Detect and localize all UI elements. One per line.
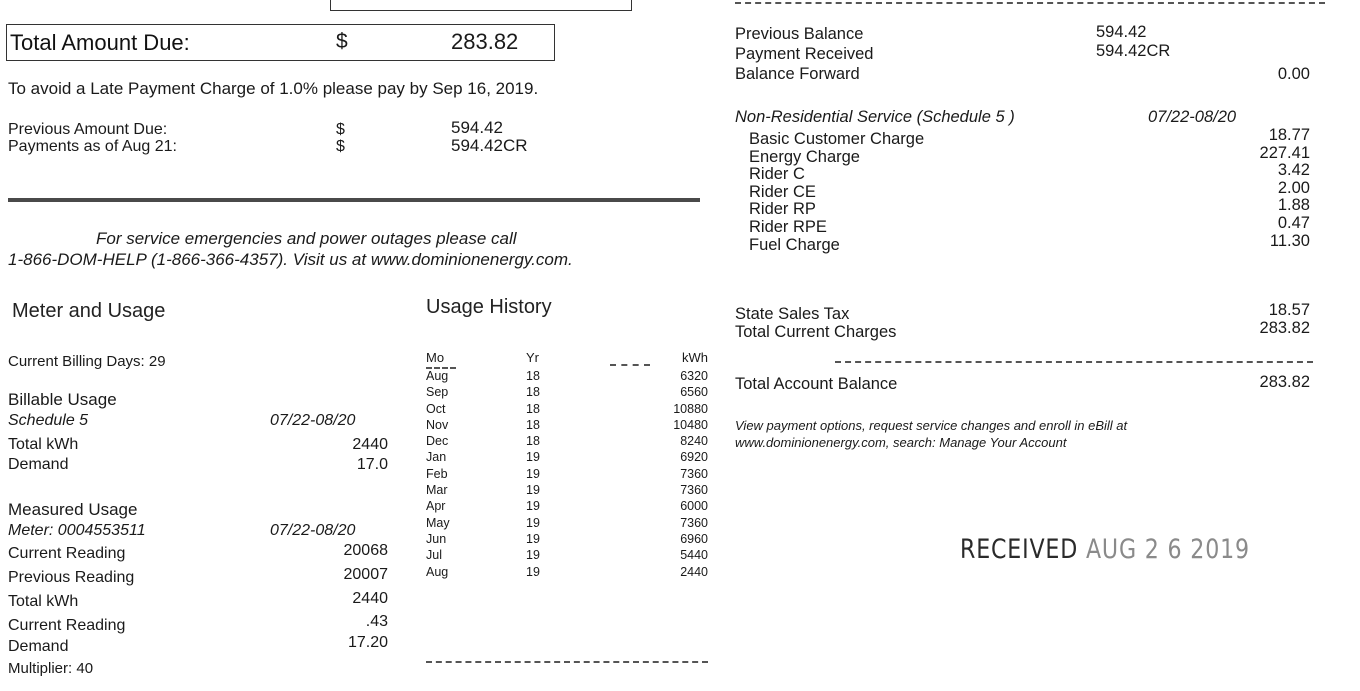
charge-label: Rider C (749, 165, 805, 184)
usage-kwh: 8240 (680, 434, 708, 449)
meter-number: Meter: 0004553511 (8, 522, 146, 539)
late-payment-notice: To avoid a Late Payment Charge of 1.0% please pay by Sep 16, 2019. (8, 79, 539, 98)
measured-usage-heading: Measured Usage (8, 500, 138, 519)
usage-kwh: 7360 (680, 483, 708, 498)
usage-year: 19 (526, 499, 540, 514)
total-account-balance-label: Total Account Balance (735, 375, 898, 393)
received-stamp (960, 534, 1250, 565)
charge-value: 1.88 (1277, 196, 1310, 215)
usage-month: Oct (426, 401, 446, 416)
usage-month: Dec (426, 434, 449, 449)
total-kwh-value: 2440 (352, 436, 388, 453)
charge-label: Basic Customer Charge (749, 130, 925, 148)
section-divider (8, 198, 700, 202)
charge-label: Rider RP (749, 200, 816, 219)
usage-month: Mar (426, 483, 448, 498)
billing-days: Current Billing Days: 29 (8, 353, 166, 370)
usage-year: 19 (526, 531, 540, 546)
sales-tax-value: 18.57 (1268, 301, 1310, 319)
usage-kwh: 6920 (680, 450, 708, 465)
meter-period: 07/22-08/20 (270, 522, 356, 539)
usage-col-month: Mo (426, 350, 445, 365)
charge-label: Fuel Charge (749, 235, 840, 254)
usage-year: 18 (526, 417, 540, 432)
usage-month: Aug (426, 564, 449, 579)
charge-label: Energy Charge (749, 147, 860, 166)
usage-kwh: 6960 (680, 531, 708, 546)
previous-amount-label: Previous Amount Due: (8, 121, 168, 138)
schedule-label: Schedule 5 (8, 412, 89, 429)
schedule-period: 07/22-08/20 (270, 412, 356, 429)
meter-row-label: Demand (8, 638, 69, 655)
usage-kwh: 10480 (673, 417, 708, 432)
usage-year: 19 (526, 450, 540, 465)
previous-amount-value: 594.42 (451, 118, 503, 137)
previous-balance-value: 594.42 (1096, 23, 1147, 41)
balance-forward-value: 0.00 (1277, 65, 1310, 83)
emergency-line-2: 1-866-DOM-HELP (1-866-366-4357). Visit us at www.dominionenergy.com. (8, 250, 573, 269)
meter-row-value: .43 (365, 613, 388, 630)
usage-kwh: 10880 (673, 401, 708, 416)
payment-received-label: Payment Received (735, 45, 874, 63)
total-current-charges-label: Total Current Charges (735, 323, 897, 341)
multiplier: Multiplier: 40 (8, 660, 94, 677)
charge-label: Rider RPE (749, 217, 827, 236)
top-box-fragment (330, 0, 632, 11)
usage-year: 19 (526, 483, 540, 498)
emergency-line-1: For service emergencies and power outages please call (96, 229, 517, 248)
usage-year: 19 (526, 466, 540, 481)
usage-kwh: 6320 (680, 369, 708, 383)
balance-forward-label: Balance Forward (735, 65, 860, 83)
usage-kwh: 7360 (680, 466, 708, 481)
usage-col-year: Yr (526, 350, 539, 365)
ebill-line-2: www.dominionenergy.com, search: Manage Your Account (735, 435, 1067, 450)
usage-year: 18 (526, 434, 540, 449)
usage-year: 18 (526, 385, 540, 400)
usage-month: Jan (426, 450, 447, 465)
meter-row-value: 20068 (343, 542, 388, 559)
usage-year: 18 (526, 369, 540, 383)
usage-month: Jun (426, 531, 447, 546)
charges-values (1220, 127, 1310, 250)
usage-year: 19 (526, 548, 540, 563)
service-period: 07/22-08/20 (1148, 108, 1237, 126)
total-due-label: Total Amount Due: (10, 30, 190, 55)
payment-received-value: 594.42CR (1096, 42, 1171, 60)
total-current-charges-value: 283.82 (1259, 319, 1310, 337)
payments-value: 594.42CR (451, 136, 528, 155)
usage-year: 19 (526, 515, 540, 530)
usage-bottom-rule (426, 661, 708, 663)
charge-value: 3.42 (1277, 161, 1310, 180)
usage-kwh-column (640, 368, 708, 580)
meter-row-label: Current Reading (8, 617, 126, 634)
charge-label: Rider CE (749, 182, 816, 201)
usage-history-heading: Usage History (426, 296, 552, 318)
sales-tax-label: State Sales Tax (735, 305, 850, 323)
previous-balance-label: Previous Balance (735, 25, 864, 43)
total-due-amount: 283.82 (451, 29, 519, 54)
meter-usage-heading: Meter and Usage (12, 300, 166, 322)
usage-month: May (426, 515, 450, 530)
usage-kwh: 5440 (680, 548, 708, 563)
usage-kwh: 2440 (680, 564, 708, 579)
previous-amount-currency: $ (336, 121, 345, 138)
demand-label: Demand (8, 456, 69, 473)
meter-row-value: 2440 (352, 590, 388, 607)
charge-value: 227.41 (1259, 143, 1310, 162)
billable-usage-heading: Billable Usage (8, 390, 117, 409)
usage-year: 18 (526, 401, 540, 416)
received-stamp-date: AUG 2 6 2019 (1085, 534, 1250, 565)
charge-value: 18.77 (1268, 126, 1310, 144)
usage-year-column (526, 368, 540, 580)
total-account-balance-value: 283.82 (1259, 373, 1310, 391)
charge-value: 2.00 (1277, 178, 1310, 197)
usage-month-column (426, 368, 450, 580)
ebill-line-1: View payment options, request service changes and enroll in eBill at (735, 418, 1128, 433)
usage-month: Sep (426, 385, 449, 400)
charge-value: 0.47 (1277, 213, 1310, 232)
usage-month: Jul (426, 548, 442, 563)
usage-kwh: 6560 (680, 385, 708, 400)
received-stamp-label: RECEIVED (960, 534, 1079, 565)
charge-value: 11.30 (1269, 231, 1310, 250)
usage-year: 19 (526, 564, 540, 579)
payments-currency: $ (336, 138, 345, 155)
service-label: Non-Residential Service (Schedule 5 ) (735, 108, 1015, 126)
usage-month: Feb (426, 466, 448, 481)
meter-row-label: Total kWh (8, 593, 79, 610)
usage-month: Nov (426, 417, 449, 432)
demand-value: 17.0 (356, 456, 388, 473)
usage-month: Apr (426, 499, 446, 514)
charges-labels (749, 131, 924, 254)
usage-month: Aug (426, 369, 449, 383)
usage-header-underline (610, 364, 650, 366)
meter-row-label: Current Reading (8, 545, 126, 562)
usage-kwh: 6000 (680, 499, 708, 514)
usage-kwh: 7360 (680, 515, 708, 530)
meter-row-label: Previous Reading (8, 569, 135, 586)
top-right-rule (735, 2, 1325, 4)
balance-rule (835, 361, 1313, 363)
total-kwh-label: Total kWh (8, 436, 79, 453)
usage-col-kwh: kWh (682, 350, 708, 365)
meter-row-value: 17.20 (347, 634, 388, 651)
total-due-currency: $ (336, 30, 348, 53)
payments-label: Payments as of Aug 21: (8, 138, 177, 155)
meter-row-value: 20007 (343, 566, 388, 583)
